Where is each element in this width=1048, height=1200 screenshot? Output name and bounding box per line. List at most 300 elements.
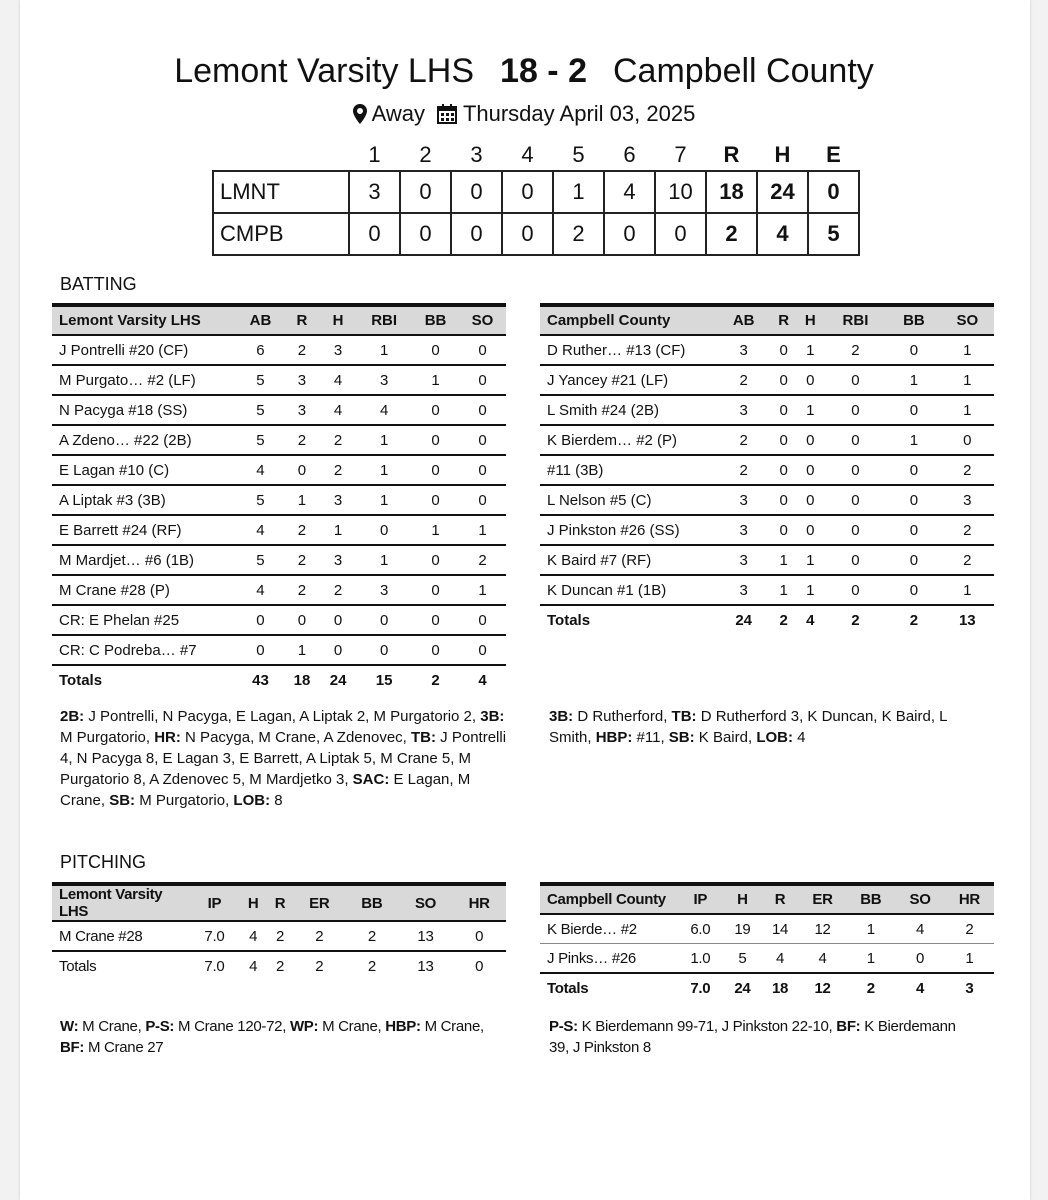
player-name: K Duncan #1 (1B) <box>540 575 717 605</box>
home-pitching-notes <box>60 1016 510 1058</box>
stat-cell: 2 <box>284 545 320 575</box>
inning-runs: 0 <box>502 213 553 255</box>
stat-cell: 4 <box>356 395 412 425</box>
total-cell: 18 <box>771 979 789 997</box>
totals-label: Totals <box>547 611 591 629</box>
stat-cell: 0 <box>412 575 459 605</box>
table-row <box>540 545 994 575</box>
stat-cell: 1 <box>941 575 994 605</box>
inning-runs: 0 <box>451 213 502 255</box>
player-name: M Crane #28 <box>52 921 189 951</box>
stat-cell: 0 <box>887 575 940 605</box>
stat-cell: 0 <box>887 515 940 545</box>
table-row <box>52 575 506 605</box>
column-header: R <box>267 884 294 921</box>
total-r: 18 <box>706 171 757 213</box>
stat-cell: 2 <box>284 425 320 455</box>
stat-cell: 0 <box>459 365 506 395</box>
stat-cell: 0 <box>895 944 944 974</box>
note-label: SAC: <box>352 771 390 788</box>
player-name: E Lagan #10 (C) <box>52 455 237 485</box>
stat-cell: 1 <box>770 545 797 575</box>
table-row <box>52 365 506 395</box>
note-text: M Purgatorio, <box>135 792 234 809</box>
stat-cell: 0 <box>797 485 824 515</box>
total-cell: 2 <box>431 671 440 689</box>
column-header: R <box>284 305 320 335</box>
linescore-column-header: 7 <box>674 142 687 167</box>
team-header: Lemont Varsity LHS <box>52 305 237 335</box>
stat-cell: 2 <box>293 921 345 951</box>
batting-section-title: BATTING <box>60 274 137 294</box>
table-row <box>540 425 994 455</box>
stat-cell: 2 <box>284 575 320 605</box>
player-name: A Zdeno… #22 (2B) <box>52 425 237 455</box>
column-header: IP <box>677 884 724 914</box>
note-label: SB: <box>668 729 695 746</box>
home-pitching-table <box>52 882 506 980</box>
table-row <box>52 605 506 635</box>
note-text: K Bierdemann 99-71, J Pinkston 22-10, <box>577 1018 837 1035</box>
column-header: SO <box>399 884 453 921</box>
inning-runs: 1 <box>553 171 604 213</box>
table-row <box>52 921 506 951</box>
stat-cell: 7.0 <box>189 921 240 951</box>
column-header: ER <box>293 884 345 921</box>
note-text: M Crane, <box>420 1018 484 1035</box>
stat-cell: 0 <box>356 515 412 545</box>
table-row <box>540 455 994 485</box>
stat-cell: 3 <box>717 485 770 515</box>
total-cell: 4 <box>806 611 815 629</box>
column-header: RBI <box>824 305 888 335</box>
stat-cell: 4 <box>237 515 284 545</box>
stat-cell: 0 <box>237 635 284 665</box>
stat-cell: 0 <box>320 635 356 665</box>
stat-cell: 0 <box>459 425 506 455</box>
linescore-column-header: 1 <box>368 142 381 167</box>
home-batting-table <box>52 303 506 694</box>
stat-cell: 14 <box>761 914 799 944</box>
inning-runs: 10 <box>655 171 706 213</box>
stat-cell: 1 <box>846 914 895 944</box>
stat-cell: 1 <box>356 455 412 485</box>
stat-cell: 1 <box>412 515 459 545</box>
linescore-column-header: E <box>826 142 841 167</box>
stat-cell: 0 <box>412 545 459 575</box>
note-text: M Purgatorio, <box>60 729 155 746</box>
total-cell: 13 <box>958 611 976 629</box>
note-text: M Crane, <box>318 1018 386 1035</box>
table-row <box>52 545 506 575</box>
stat-cell: 0 <box>412 395 459 425</box>
player-name: M Purgato… #2 (LF) <box>52 365 237 395</box>
player-name: J Pinks… #26 <box>540 944 677 974</box>
player-name: K Bierdem… #2 (P) <box>540 425 717 455</box>
table-row <box>52 485 506 515</box>
stat-cell: 0 <box>770 335 797 365</box>
total-cell: 2 <box>866 979 875 997</box>
stat-cell: 1 <box>320 515 356 545</box>
total-cell: 15 <box>375 671 393 689</box>
column-header: R <box>770 305 797 335</box>
stat-cell: 1.0 <box>677 944 724 974</box>
stat-cell: 1 <box>459 515 506 545</box>
stat-cell: 3 <box>284 365 320 395</box>
note-label: P-S: <box>145 1018 175 1035</box>
table-row <box>540 365 994 395</box>
stat-cell: 2 <box>320 425 356 455</box>
note-label: HBP: <box>385 1018 421 1035</box>
stat-cell: 0 <box>459 335 506 365</box>
stat-cell: 3 <box>320 545 356 575</box>
note-label: HR: <box>154 729 181 746</box>
table-row <box>540 395 994 425</box>
stat-cell: 2 <box>459 545 506 575</box>
stat-cell: 3 <box>320 485 356 515</box>
stat-cell: 3 <box>717 575 770 605</box>
stat-cell: 0 <box>770 425 797 455</box>
stat-cell: 0 <box>412 635 459 665</box>
table-row <box>52 515 506 545</box>
stat-cell: 0 <box>824 395 888 425</box>
table-row <box>52 395 506 425</box>
stat-cell: 4 <box>761 944 799 974</box>
stat-cell: 2 <box>717 425 770 455</box>
totals-row <box>52 951 506 980</box>
stat-cell: 3 <box>320 335 356 365</box>
inning-runs: 0 <box>502 171 553 213</box>
note-text: J Pontrelli, N Pacyga, E Lagan, A Liptak 2, M Purgatorio 2, <box>84 708 481 725</box>
totals-label: Totals <box>59 957 97 975</box>
stat-cell: 1 <box>797 335 824 365</box>
team-header: Lemont Varsity LHS <box>52 884 189 921</box>
stat-cell: 2 <box>717 455 770 485</box>
stat-cell: 0 <box>887 395 940 425</box>
linescore-column-header: 2 <box>419 142 432 167</box>
stat-cell: 1 <box>797 575 824 605</box>
total-cell: 4 <box>249 957 258 975</box>
totals-row <box>540 973 994 1002</box>
inning-runs: 0 <box>451 171 502 213</box>
stat-cell: 6.0 <box>677 914 724 944</box>
stat-cell: 0 <box>320 605 356 635</box>
stat-cell: 0 <box>770 365 797 395</box>
total-cell: 2 <box>909 611 919 629</box>
game-info <box>0 101 1048 127</box>
total-cell: 3 <box>965 979 974 997</box>
linescore-team: CMPB <box>213 213 349 255</box>
team-header: Campbell County <box>540 305 717 335</box>
column-header: BB <box>887 305 940 335</box>
stat-cell: 3 <box>941 485 994 515</box>
column-header: IP <box>189 884 240 921</box>
stat-cell: 5 <box>237 365 284 395</box>
stat-cell: 1 <box>356 545 412 575</box>
note-text: D Rutherford, <box>573 708 672 725</box>
linescore-team: LMNT <box>213 171 349 213</box>
stat-cell: 4 <box>799 944 846 974</box>
linescore-column-header: 6 <box>623 142 636 167</box>
column-header: SO <box>895 884 944 914</box>
stat-cell: 2 <box>824 335 888 365</box>
stat-cell: 0 <box>797 425 824 455</box>
stat-cell: 1 <box>887 365 940 395</box>
linescore-column-header: H <box>774 142 791 167</box>
table-row <box>52 455 506 485</box>
note-text: J Pontrelli 4, N Pacyga 8, E Lagan 3, E Barrett, A Liptak 5, M Crane 5, M Purgatorio 8, A Zdenovec 5, M Mardjetko 3, <box>60 729 507 788</box>
stat-cell: 0 <box>824 515 888 545</box>
note-label: SB: <box>109 792 136 809</box>
player-name: K Baird #7 (RF) <box>540 545 717 575</box>
stat-cell: 13 <box>399 921 453 951</box>
stat-cell: 0 <box>459 485 506 515</box>
stat-cell: 2 <box>945 914 994 944</box>
stat-cell: 2 <box>941 455 994 485</box>
home-batting-notes <box>60 706 510 811</box>
note-text: M Crane, <box>78 1018 146 1035</box>
linescore-team-header <box>213 140 349 171</box>
total-cell: 12 <box>814 979 831 997</box>
stat-cell: 0 <box>941 425 994 455</box>
away-pitching-table <box>540 882 994 1002</box>
player-name: CR: E Phelan #25 <box>52 605 237 635</box>
stat-cell: 3 <box>717 335 770 365</box>
column-header: AB <box>717 305 770 335</box>
stat-cell: 0 <box>412 455 459 485</box>
player-name: A Liptak #3 (3B) <box>52 485 237 515</box>
stat-cell: 1 <box>356 335 412 365</box>
stat-cell: 0 <box>412 605 459 635</box>
note-label: W: <box>60 1018 79 1035</box>
stat-cell: 3 <box>717 395 770 425</box>
stat-cell: 6 <box>237 335 284 365</box>
stat-cell: 3 <box>717 545 770 575</box>
column-header: BB <box>412 305 459 335</box>
stat-cell: 0 <box>824 575 888 605</box>
table-row <box>540 914 994 944</box>
note-text: #11, <box>632 729 669 746</box>
stat-cell: 5 <box>724 944 762 974</box>
player-name: M Crane #28 (P) <box>52 575 237 605</box>
player-name: E Barrett #24 (RF) <box>52 515 237 545</box>
table-row <box>52 635 506 665</box>
totals-label: Totals <box>547 979 589 997</box>
home-team-name: Lemont Varsity LHS <box>174 52 475 90</box>
table-row <box>52 335 506 365</box>
stat-cell: 1 <box>887 425 940 455</box>
stat-cell: 0 <box>237 605 284 635</box>
column-header: H <box>240 884 267 921</box>
inning-runs: 0 <box>400 171 451 213</box>
total-cell: 2 <box>315 957 324 975</box>
stat-cell: 0 <box>887 485 940 515</box>
note-label: LOB: <box>233 792 271 809</box>
stat-cell: 0 <box>356 605 412 635</box>
column-header: H <box>724 884 762 914</box>
player-name: M Mardjet… #6 (1B) <box>52 545 237 575</box>
stat-cell: 0 <box>797 515 824 545</box>
stat-cell: 0 <box>412 425 459 455</box>
stat-cell: 0 <box>770 485 797 515</box>
note-text: K Baird, <box>694 729 757 746</box>
away-batting-notes <box>549 706 979 748</box>
note-text: D Rutherford 3, K Duncan, K Baird, L Smith, <box>549 708 947 746</box>
stat-cell: 2 <box>717 365 770 395</box>
column-header: ER <box>799 884 846 914</box>
note-text: M Crane 27 <box>84 1039 164 1056</box>
stat-cell: 2 <box>941 545 994 575</box>
column-header: BB <box>345 884 399 921</box>
column-header: SO <box>459 305 506 335</box>
note-text: M Crane 120-72, <box>174 1018 290 1035</box>
stat-cell: 3 <box>717 515 770 545</box>
stat-cell: 0 <box>824 455 888 485</box>
total-cell: 2 <box>367 957 376 975</box>
total-cell: 2 <box>779 611 788 629</box>
note-label: P-S: <box>549 1018 578 1035</box>
total-cell: 24 <box>735 611 752 629</box>
stat-cell: 1 <box>846 944 895 974</box>
stat-cell: 0 <box>459 635 506 665</box>
stat-cell: 0 <box>824 545 888 575</box>
note-label: BF: <box>836 1018 861 1035</box>
note-text: 8 <box>270 792 283 809</box>
stat-cell: 5 <box>237 425 284 455</box>
note-label: WP: <box>289 1018 319 1035</box>
note-text: N Pacyga, M Crane, A Zdenovec, <box>180 729 412 746</box>
inning-runs: 0 <box>655 213 706 255</box>
stat-cell: 1 <box>770 575 797 605</box>
column-header: SO <box>941 305 994 335</box>
stat-cell: 4 <box>320 395 356 425</box>
column-header: H <box>797 305 824 335</box>
stat-cell: 12 <box>799 914 846 944</box>
stat-cell: 2 <box>941 515 994 545</box>
stat-cell: 0 <box>887 335 940 365</box>
player-name: J Pontrelli #20 (CF) <box>52 335 237 365</box>
note-label: TB: <box>671 708 697 725</box>
stat-cell: 1 <box>459 575 506 605</box>
stat-cell: 0 <box>770 455 797 485</box>
player-name: L Nelson #5 (C) <box>540 485 717 515</box>
total-cell: 2 <box>276 957 285 975</box>
total-r: 2 <box>706 213 757 255</box>
stat-cell: 0 <box>459 605 506 635</box>
note-label: HBP: <box>595 729 633 746</box>
total-cell: 0 <box>475 957 484 975</box>
total-cell: 18 <box>293 671 311 689</box>
stat-cell: 0 <box>284 605 320 635</box>
stat-cell: 1 <box>945 944 994 974</box>
linescore-column-header: 4 <box>521 142 534 167</box>
stat-cell: 0 <box>887 545 940 575</box>
stat-cell: 0 <box>452 921 506 951</box>
stat-cell: 1 <box>797 545 824 575</box>
stat-cell: 1 <box>941 335 994 365</box>
totals-row <box>52 665 506 694</box>
inning-runs: 3 <box>349 171 400 213</box>
column-header: RBI <box>356 305 412 335</box>
column-header: R <box>761 884 799 914</box>
note-text: 4 <box>793 729 806 746</box>
away-pitching-notes <box>549 1016 979 1058</box>
linescore-row <box>213 213 859 255</box>
note-label: 3B: <box>480 708 505 725</box>
table-row <box>52 425 506 455</box>
team-header: Campbell County <box>540 884 677 914</box>
player-name: K Bierde… #2 <box>540 914 677 944</box>
linescore-column-header: R <box>723 142 740 167</box>
linescore-column-header: 5 <box>572 142 585 167</box>
stat-cell: 2 <box>284 335 320 365</box>
stat-cell: 4 <box>320 365 356 395</box>
table-row <box>540 515 994 545</box>
table-header-row <box>540 305 994 335</box>
stat-cell: 4 <box>237 575 284 605</box>
stat-cell: 1 <box>797 395 824 425</box>
player-name: D Ruther… #13 (CF) <box>540 335 717 365</box>
stat-cell: 4 <box>895 914 944 944</box>
calendar-icon <box>437 101 457 126</box>
stat-cell: 3 <box>356 575 412 605</box>
stat-cell: 0 <box>887 455 940 485</box>
table-row <box>540 335 994 365</box>
stat-cell: 1 <box>412 365 459 395</box>
table-row <box>540 575 994 605</box>
column-header: H <box>320 305 356 335</box>
final-score: 18 - 2 <box>500 52 587 90</box>
table-header-row <box>52 305 506 335</box>
inning-runs: 0 <box>400 213 451 255</box>
column-header: AB <box>237 305 284 335</box>
linescore-table <box>212 140 860 256</box>
location-text: Away <box>371 101 425 126</box>
stat-cell: 2 <box>320 575 356 605</box>
stat-cell: 0 <box>770 395 797 425</box>
player-name: N Pacyga #18 (SS) <box>52 395 237 425</box>
stat-cell: 2 <box>267 921 294 951</box>
location-pin-icon <box>353 101 367 126</box>
totals-row <box>540 605 994 634</box>
total-cell: 43 <box>252 671 269 689</box>
stat-cell: 19 <box>724 914 762 944</box>
stat-cell: 5 <box>237 485 284 515</box>
total-h: 24 <box>757 171 808 213</box>
total-cell: 4 <box>916 979 925 997</box>
inning-runs: 0 <box>349 213 400 255</box>
stat-cell: 5 <box>237 395 284 425</box>
note-label: TB: <box>411 729 437 746</box>
total-h: 4 <box>757 213 808 255</box>
total-cell: 7.0 <box>204 957 225 975</box>
linescore-header-row <box>213 140 859 171</box>
player-name: J Yancey #21 (LF) <box>540 365 717 395</box>
total-cell: 7.0 <box>690 979 711 997</box>
column-header: BB <box>846 884 895 914</box>
total-e: 5 <box>808 213 859 255</box>
stat-cell: 0 <box>459 395 506 425</box>
stat-cell: 1 <box>941 395 994 425</box>
linescore-row <box>213 171 859 213</box>
stat-cell: 4 <box>237 455 284 485</box>
stat-cell: 2 <box>284 515 320 545</box>
stat-cell: 0 <box>459 455 506 485</box>
stat-cell: 1 <box>284 635 320 665</box>
total-cell: 2 <box>851 611 860 629</box>
linescore-column-header: 3 <box>470 142 483 167</box>
inning-runs: 4 <box>604 171 655 213</box>
